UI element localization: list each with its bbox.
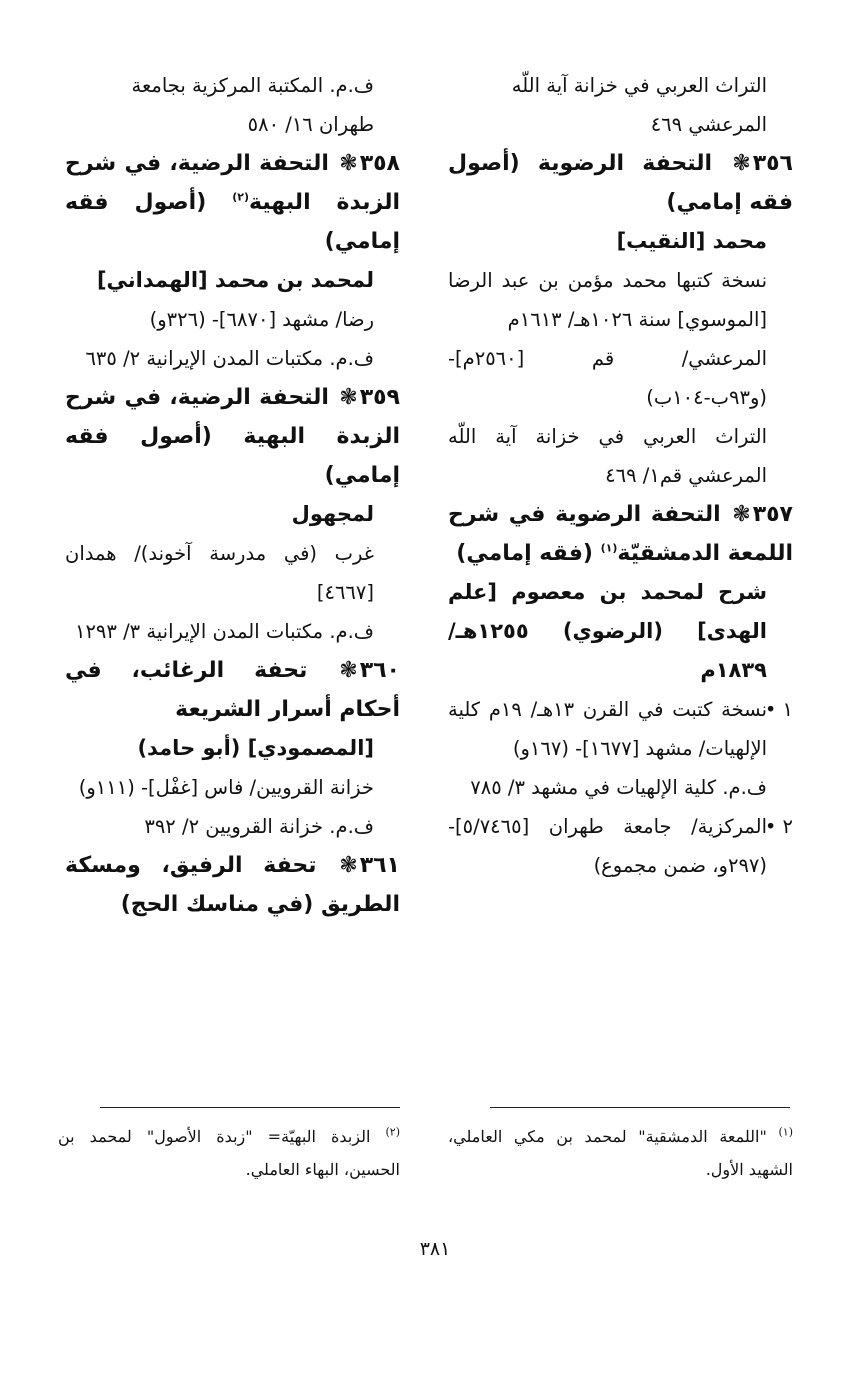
entry-360-heading [65, 651, 400, 729]
entry-number: ٣٦١ [359, 853, 400, 878]
right-column [448, 66, 793, 885]
intro-line: المرعشي ٤٦٩ [650, 113, 767, 136]
entry-number: ٣٥٩ [359, 385, 400, 410]
footnote-2 [58, 1120, 400, 1186]
entry-title: تحفة الرفيق، ومسكة الطريق (في مناسك الحج) [65, 853, 400, 917]
footnote-marker: (٢) [232, 190, 249, 204]
entry-line: نسخة كتبها محمد مؤمن بن عبد الرضا [الموسوي] سنة ١٠٢٦هـ/ ١٦١٣م [448, 269, 767, 331]
entry-358-heading [65, 144, 400, 261]
footnote-divider [100, 1107, 400, 1108]
star-icon: ❃ [732, 502, 751, 527]
entry-357-heading [448, 495, 793, 573]
entry-line: المرعشي/ قم [٢٥٦٠م]- (و٩٣ب-١٠٤ب) [448, 347, 767, 409]
entry-line: خزانة القرويين/ فاس [غفْل]- (١١١و) [78, 776, 374, 799]
footnote-text: الزبدة البهيّة= "زبدة الأصول" لمحمد بن الحسين، البهاء العاملي. [58, 1127, 400, 1179]
entry-number: ٣٥٧ [752, 502, 793, 527]
footnote-marker: (١) [778, 1125, 793, 1139]
entry-356-heading [448, 144, 793, 222]
item-text: المركزية/ جامعة طهران [٥/٧٤٦٥]- (٢٩٧و، ضمن مجموع) [448, 815, 767, 877]
star-icon: ❃ [732, 151, 751, 176]
entry-title: تحفة الرغائب، في أحكام أسرار الشريعة [65, 658, 400, 722]
entry-361-heading [65, 846, 400, 924]
list-item [448, 690, 793, 768]
entry-number: ٣٥٨ [359, 151, 400, 176]
entry-line: التراث العربي في خزانة آية اللّه المرعشي قم١/ ٤٦٩ [448, 425, 767, 487]
footnote-1 [448, 1120, 793, 1186]
intro-line: التراث العربي في خزانة آية اللّه [511, 74, 767, 97]
entry-number: ٣٥٦ [752, 151, 793, 176]
entry-author: محمد [النقيب] [616, 229, 767, 253]
entry-title-subject: (أصول فقه إمامي) [65, 190, 400, 254]
entry-author: شرح لمحمد بن معصوم [علم الهدى] (الرضوي) ١٢٥٥هـ/ ١٨٣٩م [448, 580, 767, 682]
entry-title: التحفة الرضية، في شرح الزبدة البهية (أصول فقه إمامي) [65, 385, 400, 488]
entry-author: لمحمد بن محمد [الهمداني] [96, 268, 374, 292]
item-bullet: ١ • [764, 698, 793, 721]
page-number: ٣٨١ [419, 1238, 451, 1260]
entry-line: غرب (في مدرسة آخوند)/ همدان [٤٦٦٧] [65, 542, 374, 604]
intro-line: طهران ١٦/ ٥٨٠ [247, 113, 374, 136]
entry-title: التحفة الرضوية (أصول فقه إمامي) [448, 151, 793, 215]
item-text: نسخة كتبت في القرن ١٣هـ/ ١٩م كلية الإلهيات/ مشهد [١٦٧٧]- (١٦٧و) [448, 698, 767, 760]
footnote-marker: (٢) [385, 1125, 400, 1139]
star-icon: ❃ [339, 385, 358, 410]
entry-author: [المصمودي] (أبو حامد) [137, 736, 374, 760]
entry-line: ف.م. مكتبات المدن الإيرانية ٣/ ١٢٩٣ [74, 620, 374, 643]
star-icon: ❃ [339, 658, 358, 683]
list-item [448, 807, 793, 885]
entry-title: التحفة الرضوية في شرح اللمعة الدمشقيّة [448, 502, 793, 566]
star-icon: ❃ [339, 853, 358, 878]
item-reference: ف.م. كلية الإلهيات في مشهد ٣/ ٧٨٥ [470, 776, 767, 799]
footnote-marker: (١) [600, 541, 618, 555]
star-icon: ❃ [339, 151, 358, 176]
left-column [65, 66, 400, 924]
footnote-text: "اللمعة الدمشقية" لمحمد بن مكي العاملي، الشهيد الأول. [448, 1127, 793, 1179]
entry-author: لمجهول [291, 502, 374, 526]
entry-line: رضا/ مشهد [٦٨٧٠]- (٣٢٦و) [149, 308, 374, 331]
footnote-divider [490, 1107, 790, 1108]
intro-line: ف.م. المكتبة المركزية بجامعة [131, 74, 374, 97]
entry-title-subject: (فقه إمامي) [456, 541, 601, 566]
entry-number: ٣٦٠ [359, 658, 400, 683]
entry-359-heading [65, 378, 400, 495]
entry-title: التحفة الرضية، في شرح الزبدة البهية [65, 151, 400, 215]
item-bullet: ٢ • [764, 815, 793, 838]
entry-line: ف.م. مكتبات المدن الإيرانية ٢/ ٦٣٥ [85, 347, 374, 370]
entry-line: ف.م. خزانة القرويين ٢/ ٣٩٢ [144, 815, 374, 838]
